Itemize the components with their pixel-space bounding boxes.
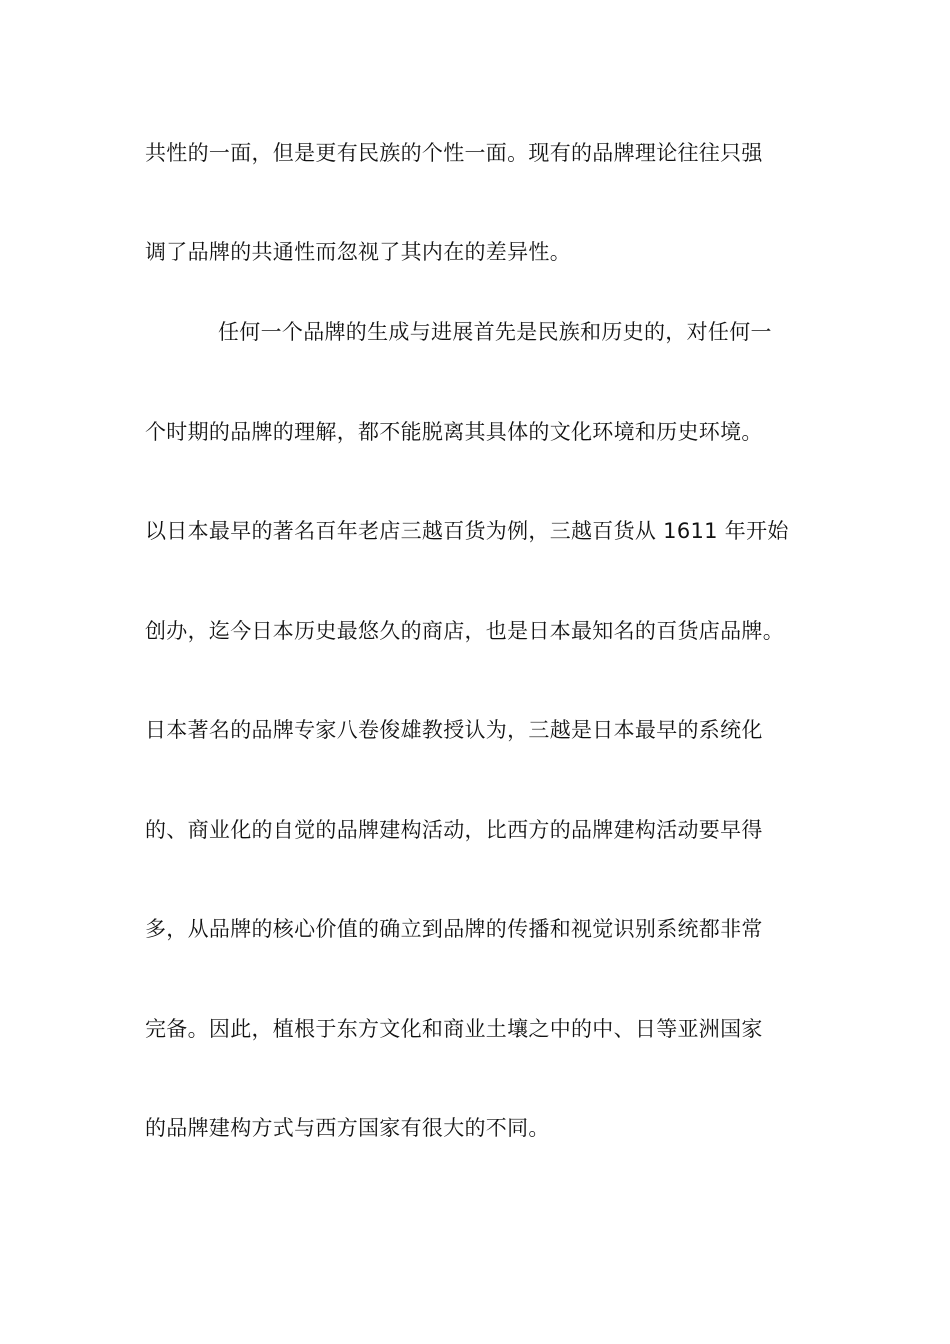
paragraph-line: 多，从品牌的核心价值的确立到品牌的传播和视觉识别系统都非常 bbox=[145, 917, 763, 941]
paragraph-line: 创办，迄今日本历史最悠久的商店，也是日本最知名的百货店品牌。 bbox=[145, 619, 784, 643]
paragraph-line: 调了品牌的共通性而忽视了其内在的差异性。 bbox=[145, 240, 571, 264]
paragraph-line: 以日本最早的著名百年老店三越百货为例，三越百货从 1611 年开始 bbox=[145, 519, 789, 543]
paragraph-line: 完备。因此，植根于东方文化和商业土壤之中的中、日等亚洲国家 bbox=[145, 1017, 763, 1041]
paragraph-line-indented: 任何一个品牌的生成与进展首先是民族和历史的，对任何一 bbox=[218, 320, 772, 344]
paragraph-line: 的、商业化的自觉的品牌建构活动，比西方的品牌建构活动要早得 bbox=[145, 818, 763, 842]
paragraph-line: 共性的一面，但是更有民族的个性一面。现有的品牌理论往往只强 bbox=[145, 141, 763, 165]
paragraph-line: 日本著名的品牌专家八卷俊雄教授认为，三越是日本最早的系统化 bbox=[145, 718, 763, 742]
paragraph-line: 个时期的品牌的理解，都不能脱离其具体的文化环境和历史环境。 bbox=[145, 420, 763, 444]
paragraph-line: 的品牌建构方式与西方国家有很大的不同。 bbox=[145, 1116, 550, 1140]
